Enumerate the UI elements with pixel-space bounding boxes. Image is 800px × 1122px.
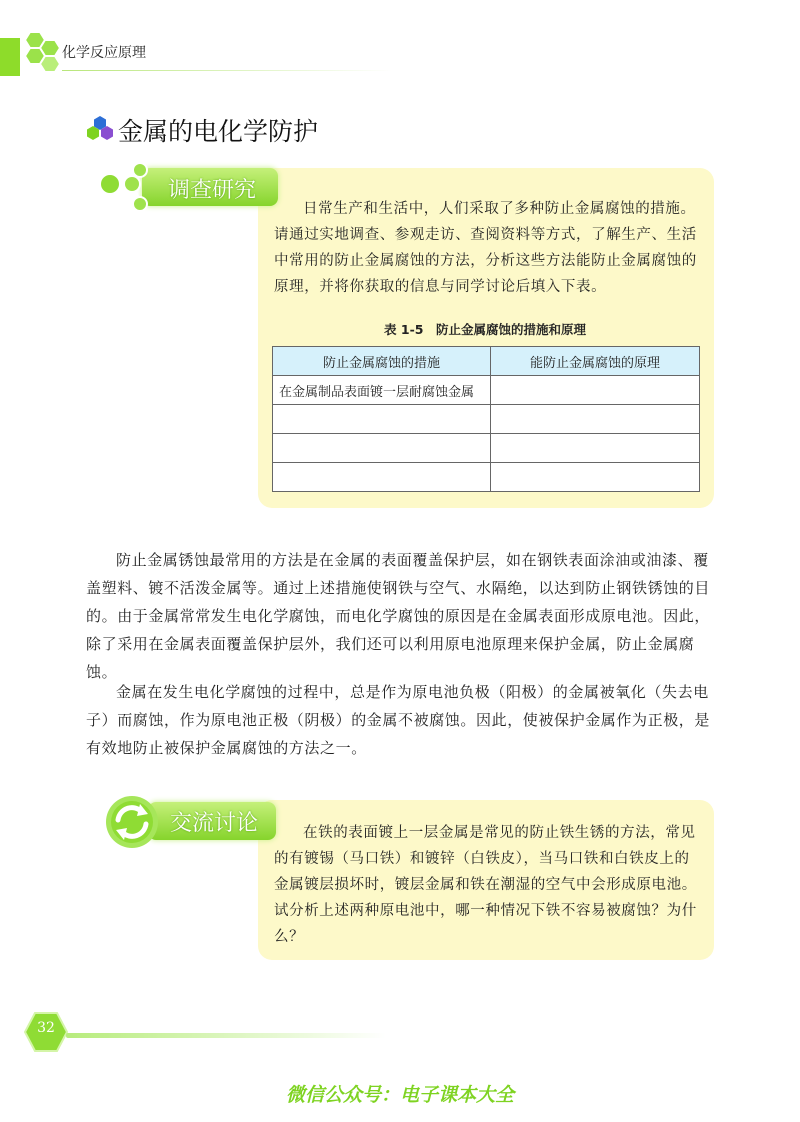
table-cell bbox=[491, 376, 700, 405]
table-cell bbox=[491, 405, 700, 434]
watermark: 微信公众号：电子课本大全 bbox=[285, 1084, 514, 1106]
discussion-badge-label: 交流讨论 bbox=[170, 811, 259, 836]
table-cell bbox=[491, 434, 700, 463]
table-cell: 在金属制品表面镀一层耐腐蚀金属 bbox=[273, 376, 491, 405]
body-paragraph-1: 防止金属锈蚀最常用的方法是在金属的表面覆盖保护层，如在钢铁表面涂油或油漆、覆盖塑料、镀不活泼金属等。通过上述措施使钢铁与空气、水隔绝，以达到防止钢铁锈蚀的目的。由于金属常常发生电化学腐蚀，而电化学腐蚀的原因是在金属表面形成原电池。因此，除了采用在金属表面覆盖保护层外，我们还可以利用原电池原理来保护金属，防止金属腐蚀。 bbox=[86, 551, 711, 681]
body-paragraph-2: 金属在发生电化学腐蚀的过程中，总是作为原电池负极（阳极）的金属被氧化（失去电子）而腐蚀，作为原电池正极（阴极）的金属不被腐蚀。因此，使被保护金属作为正极，是有效地防止被保护金属腐蚀的方法之一。 bbox=[86, 683, 711, 757]
table-row bbox=[273, 434, 700, 463]
survey-badge-label: 调查研究 bbox=[168, 178, 257, 203]
discussion-question: 在铁的表面镀上一层金属是常见的防止铁生锈的方法，常见的有镀锡（马口铁）和镀锌（白铁皮），当马口铁和白铁皮上的金属镀层损坏时，镀层金属和铁在潮湿的空气中会形成原电池。试分析上述两种原电池中，哪一种情况下铁不容易被腐蚀？为什么？ bbox=[274, 825, 697, 945]
molecule-network-icon bbox=[96, 162, 156, 218]
hexagon-cluster-icon bbox=[16, 28, 64, 78]
molecule-bullet-icon bbox=[85, 115, 115, 141]
table-header-cell: 能防止金属腐蚀的原理 bbox=[491, 347, 700, 376]
table-cell bbox=[273, 405, 491, 434]
table-header-row bbox=[273, 347, 700, 376]
table-row bbox=[273, 405, 700, 434]
table-cell bbox=[273, 434, 491, 463]
table-row bbox=[273, 376, 700, 405]
measures-table bbox=[272, 346, 700, 492]
header-divider bbox=[62, 70, 392, 71]
survey-instructions: 日常生产和生活中，人们采取了多种防止金属腐蚀的措施。请通过实地调查、参观走访、查阅资料等方式，了解生产、生活中常用的防止金属腐蚀的方法，分析这些方法能防止金属腐蚀的原理，并将你获取的信息与同学讨论后填入下表。 bbox=[274, 201, 697, 295]
table-header-cell: 防止金属腐蚀的措施 bbox=[273, 347, 491, 376]
footer-divider bbox=[66, 1033, 386, 1038]
recycle-arrows-icon bbox=[104, 794, 160, 850]
table-cell bbox=[273, 463, 491, 492]
table-cell bbox=[491, 463, 700, 492]
table-caption: 表 1-5 防止金属腐蚀的措施和原理 bbox=[384, 322, 586, 337]
page-number: 32 bbox=[37, 1020, 55, 1036]
page-header bbox=[0, 0, 800, 100]
book-title: 化学反应原理 bbox=[62, 45, 146, 61]
section-title: 金属的电化学防护 bbox=[118, 117, 319, 146]
table-row bbox=[273, 463, 700, 492]
